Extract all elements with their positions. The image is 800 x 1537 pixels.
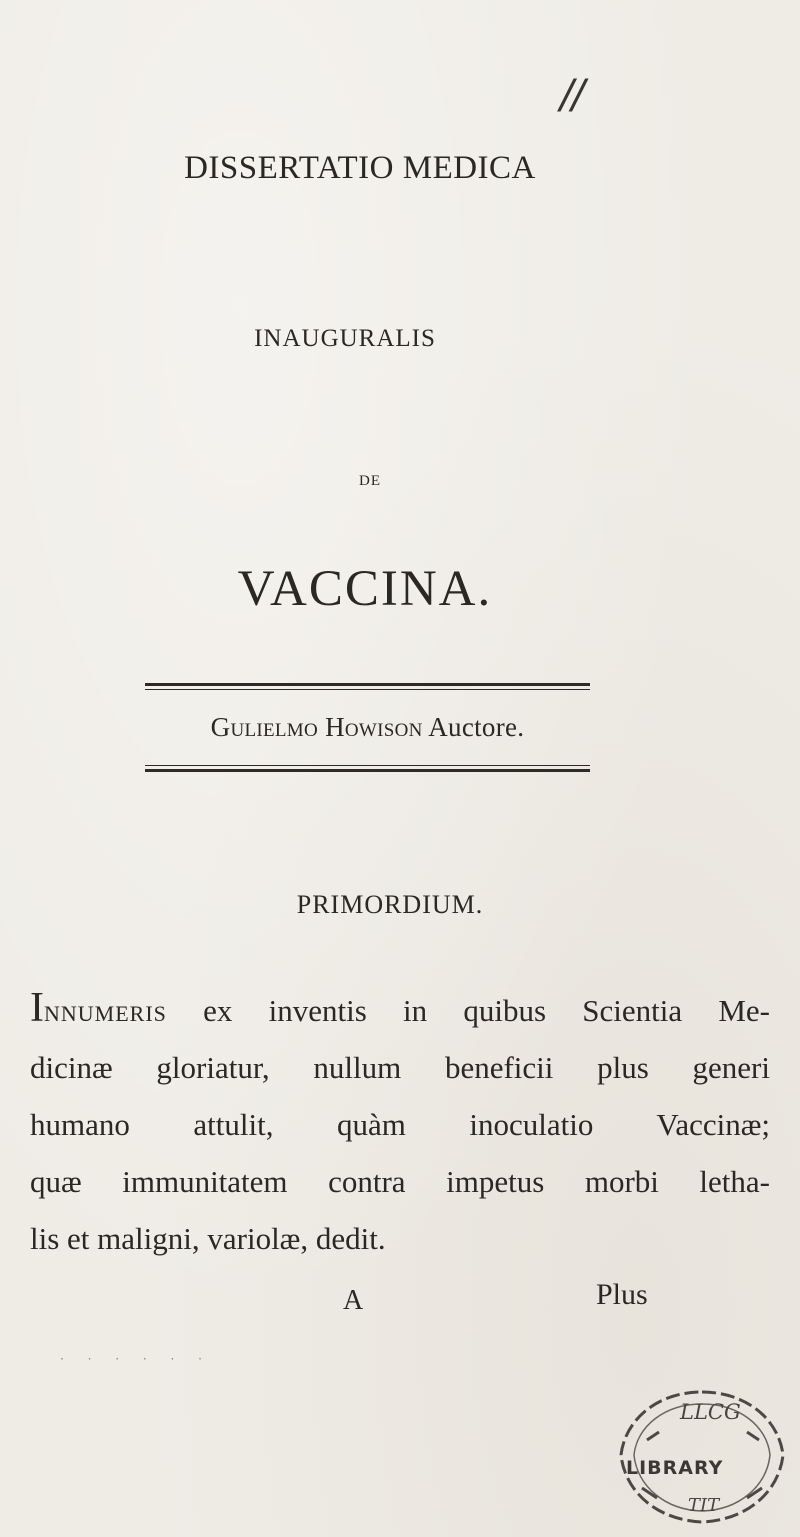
title-line-inauguralis: INAUGURALIS	[254, 325, 436, 352]
signature-mark: A	[343, 1285, 364, 1316]
body-line-2: dicinæ gloriatur, nullum beneficii plus generi	[30, 1050, 770, 1085]
rule-below-author-thin	[145, 765, 590, 766]
body-paragraph	[30, 980, 770, 1267]
body-line-1	[30, 980, 770, 1039]
title-line-de: DE	[359, 473, 381, 489]
title-line-dissertatio: DISSERTATIO MEDICA	[184, 150, 536, 186]
stamp-top-text: LLCG	[680, 1400, 741, 1424]
rule-above-author	[145, 683, 590, 686]
body-line-1-text: ex inventis in quibus Scientia Me-	[166, 993, 770, 1028]
stamp-library-label: LIBRARY	[626, 1457, 724, 1479]
author-line	[145, 712, 590, 743]
author-last-name: Howison	[325, 712, 423, 742]
rule-above-author-thin	[145, 689, 590, 690]
stamp-bottom-text: TIT	[688, 1495, 720, 1516]
rule-below-author	[145, 769, 590, 772]
catchword: Plus	[596, 1278, 648, 1311]
first-word-rest: nnumeris	[44, 993, 167, 1028]
body-line-3: humano attulit, quàm inoculatio Vaccinæ;	[30, 1107, 770, 1142]
section-heading: PRIMORDIUM.	[296, 890, 484, 919]
author-first-name: Gulielmo	[210, 712, 319, 742]
ink-specks: · · · · · ·	[60, 1352, 212, 1366]
body-line-4: quæ immunitatem contra impetus morbi letha-	[30, 1164, 770, 1199]
body-line-5: lis et maligni, variolæ, dedit.	[30, 1221, 386, 1256]
pencil-mark: //	[560, 72, 583, 118]
drop-initial: I	[30, 985, 44, 1031]
title-line-vaccina: VACCINA.	[237, 561, 493, 617]
author-role: Auctore.	[428, 712, 525, 742]
